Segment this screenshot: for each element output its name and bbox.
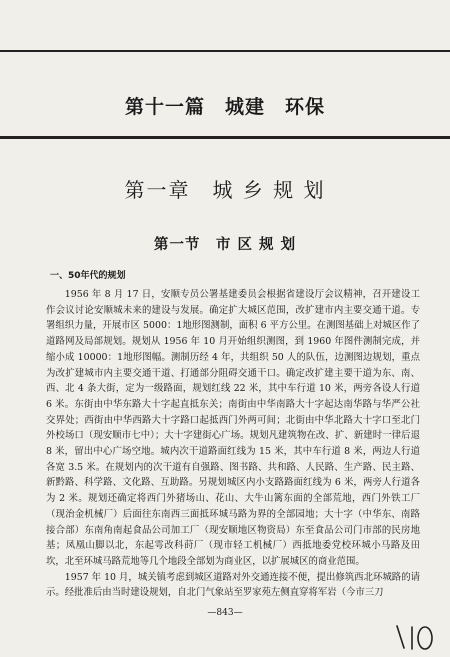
part-title-bottom-rule xyxy=(0,136,450,139)
paragraph-2: 1957 年 10 月，城关镇考虑到城区道路对外交通连接不便，提出修筑西北环城路的请示。经批准后由当时建设规划，自北门气象站至罗家苑左侧直穿将军岩（今市三刀 xyxy=(46,571,420,599)
section-title: 第一节 市 区 规 划 xyxy=(153,236,297,253)
part-title: 第十一篇 城建 环保 xyxy=(124,96,325,118)
part-title-top-rule xyxy=(0,50,450,52)
paragraph-1: 1956 年 8 月 17 日，安顺专员公署基建委员会根据省建设厅会议精神，召开建设工作会议讨论安顺城未来的建设与发展。确定扩大城区范围，改扩建市内主要交通干道。专署组织力量，开展市区 5000：1地形图测制，面积 6 平方公里。在测图基础上对城区作了道路网及局部规划。规划从 1956 年 10 月开始组织测图，到 1960 年图件测制完成，并缩小成 10000：1地形图幅。测制历经 4 年，共组织 50 人的队伍，边测图边规划，重点为改扩建城市内主要交通干道、打通部分阻碍交通干口。确定改扩建主要干道为东、南、西、北 4 条大街，定为一级路面，规划红线 22 米，其中车行道 10 米，两旁各设人行道 6 米。东街由中华东路大十字起直抵东关；南街由中华南路大十字起达南华路与华严公社交界处；西街由中华西路大十字路口起抵西门外两可间；北街由中华北路大十字口至北门外校场口（现安顺市七中）；大十字建街心广场。规划凡建筑物在改、扩、新建时一律后退 8 米，留出中心广场空地。城内次干道路面红线为 15 米，其中车行道 8 米，两边人行道各宽 3.5 米。在规划内的次干道有自强路、图书路、共和路、人民路、生产路、民主路、新黔路、科学路、文化路、互助路。另规划城区内小支路路面红线为 6 米，两旁人行道各为 2 米。规划还确定将西门外猪场山、花山、大牛山篱东面的全部荒地，西门外铁工厂（现治金机械厂）后面往东南西三面抵环城马路为界的全部园地；大十字（中华东、南路接合部）东南角南起食品公司加工厂（现安顺地区物资局）东至食品公司门市部的民房地基；凤凰山脚以北，东起雩改科莳厂（现市轻工机械厂）西抵地委党校环城小马路及田坎，北至环城马路荒地等几个地段全部划为商业区，以扩展城区的商业范围。 xyxy=(46,289,420,567)
page-number: —843— xyxy=(207,608,243,618)
handwritten-page-mark xyxy=(394,622,438,652)
body-text xyxy=(46,287,420,601)
chapter-title: 第一章 城 乡 规 划 xyxy=(124,178,326,202)
subsection-heading: 一、50年代的规划 xyxy=(50,271,126,281)
